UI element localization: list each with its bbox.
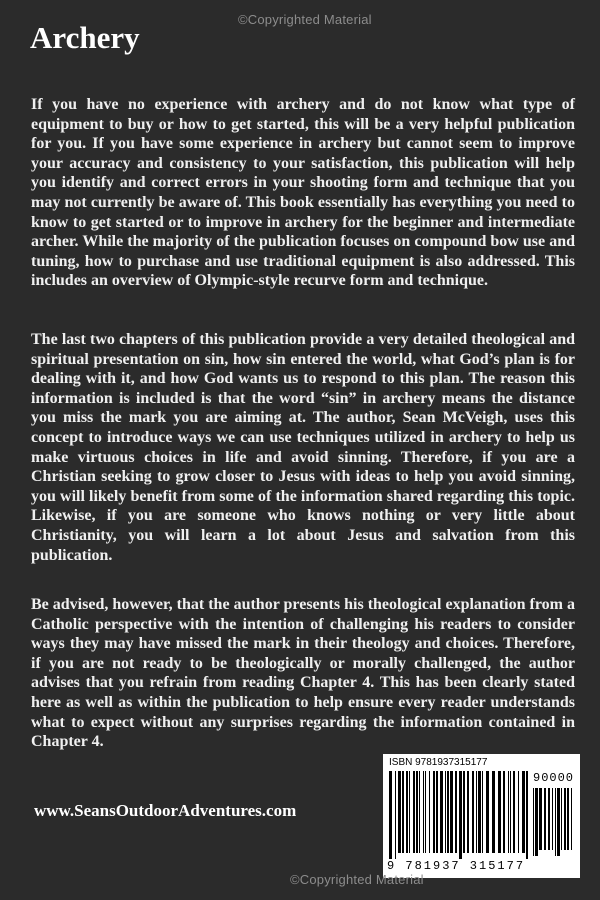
barcode-bar bbox=[445, 771, 446, 853]
barcode-bar bbox=[429, 771, 430, 853]
barcode-bar bbox=[548, 788, 550, 850]
barcode-bar bbox=[557, 788, 560, 856]
barcode-bar bbox=[416, 771, 418, 853]
book-title: Archery bbox=[30, 20, 140, 55]
barcode-bar bbox=[409, 771, 410, 853]
barcode-bar bbox=[555, 788, 556, 856]
barcode-bar bbox=[433, 771, 435, 853]
barcode-bar bbox=[472, 771, 474, 853]
barcode-bar bbox=[518, 771, 519, 853]
barcode-bar bbox=[510, 771, 511, 853]
barcode-bar bbox=[459, 771, 462, 859]
barcode-bar bbox=[503, 771, 505, 853]
barcode-bar bbox=[571, 788, 572, 850]
website-url: www.SeansOutdoorAdventures.com bbox=[34, 801, 297, 820]
barcode-bar bbox=[535, 788, 538, 856]
price-code: 90000 bbox=[533, 771, 575, 785]
barcode-bar bbox=[498, 771, 501, 853]
isbn-label: ISBN 9781937315177 bbox=[389, 757, 488, 768]
barcode-bar bbox=[533, 788, 534, 856]
barcode-bar bbox=[402, 771, 404, 853]
barcode-bar bbox=[486, 771, 489, 853]
barcode-bar bbox=[455, 771, 457, 853]
barcode-bar bbox=[561, 788, 562, 850]
barcode-bar bbox=[436, 771, 438, 853]
barcode-bar bbox=[395, 771, 396, 859]
barcode-bar bbox=[476, 771, 477, 853]
isbn-barcode bbox=[383, 754, 580, 878]
copyright-watermark-bottom: ©Copyrighted Material bbox=[290, 872, 424, 887]
barcode-bar bbox=[467, 771, 469, 853]
barcode-bar bbox=[513, 771, 515, 853]
addon-barcode-bars bbox=[533, 788, 577, 856]
barcode-bar bbox=[544, 788, 546, 850]
barcode-bar bbox=[413, 771, 415, 853]
blurb-paragraph-2: The last two chapters of this publication provide a very detailed theological and spiritual presentation on sin, how sin entered the world, what God’s plan is for dealing with it, and how God wants us to respond to this plan. The reason this information is included is that the word “sin” in archery means the distance you miss the mark you are aiming at. The author, Sean McVeigh, uses this concept to introduce ways we can use techniques utilized in archery to help us make virtuous choices in life and avoid sinning. Therefore, if you are a Christian seeking to grow closer to Jesus with ideas to help you avoid sinning, you will likely benefit from some of the information shared regarding this topic. Likewise, if you are someone who knows nothing or very little about Christianity, you will learn a lot about Jesus and salvation from this publication. bbox=[31, 331, 575, 564]
barcode-bar bbox=[526, 771, 528, 859]
barcode-bar bbox=[508, 771, 509, 853]
ean-barcode-bars bbox=[389, 771, 531, 859]
barcode-bar bbox=[389, 771, 392, 859]
barcode-bar bbox=[522, 771, 525, 853]
barcode-bar bbox=[539, 788, 542, 850]
copyright-watermark-top: ©Copyrighted Material bbox=[238, 12, 372, 27]
barcode-bar bbox=[450, 771, 453, 853]
barcode-bar bbox=[552, 788, 553, 850]
barcode-bar bbox=[482, 771, 483, 853]
barcode-bar bbox=[478, 771, 481, 853]
barcode-bar bbox=[419, 771, 420, 853]
barcode-bar bbox=[398, 771, 401, 853]
barcode-bar bbox=[492, 771, 495, 853]
barcode-bar bbox=[425, 771, 426, 853]
barcode-bar bbox=[447, 771, 449, 853]
barcode-bar bbox=[463, 771, 465, 853]
barcode-bar bbox=[406, 771, 408, 853]
barcode-bar bbox=[423, 771, 424, 853]
barcode-bar bbox=[567, 788, 569, 850]
barcode-bar bbox=[440, 771, 443, 853]
isbn-digits: 9 781937 315177 bbox=[387, 859, 526, 873]
barcode-bar bbox=[564, 788, 566, 850]
blurb-paragraph-1: If you have no experience with archery and do not know what type of equipment to buy or how to get started, this will be a very helpful publication for you. If you have some experience in archery but cannot seem to improve your accuracy and consistency to your satisfaction, this publication will help you identify and correct errors in your shooting form and technique that you may not currently be aware of. This book essentially has everything you need to know to get started or to improve in archery for the beginner and intermediate archer. While the majority of the publication focuses on compound bow use and tuning, how to purchase and use traditional equipment is also addressed. This includes an overview of Olympic-style recurve form and technique. bbox=[31, 96, 575, 290]
blurb-paragraph-3: Be advised, however, that the author presents his theological explanation from a Catholic perspective with the intention of challenging his readers to consider ways they may have missed the mark in their theology and choices. Therefore, if you are not ready to be theologically or morally challenged, the author advises that you refrain from reading Chapter 4. This has been clearly stated here as well as within the publication to help ensure every reader understands what to expect without any surprises regarding the information contained in Chapter 4. bbox=[31, 596, 575, 751]
